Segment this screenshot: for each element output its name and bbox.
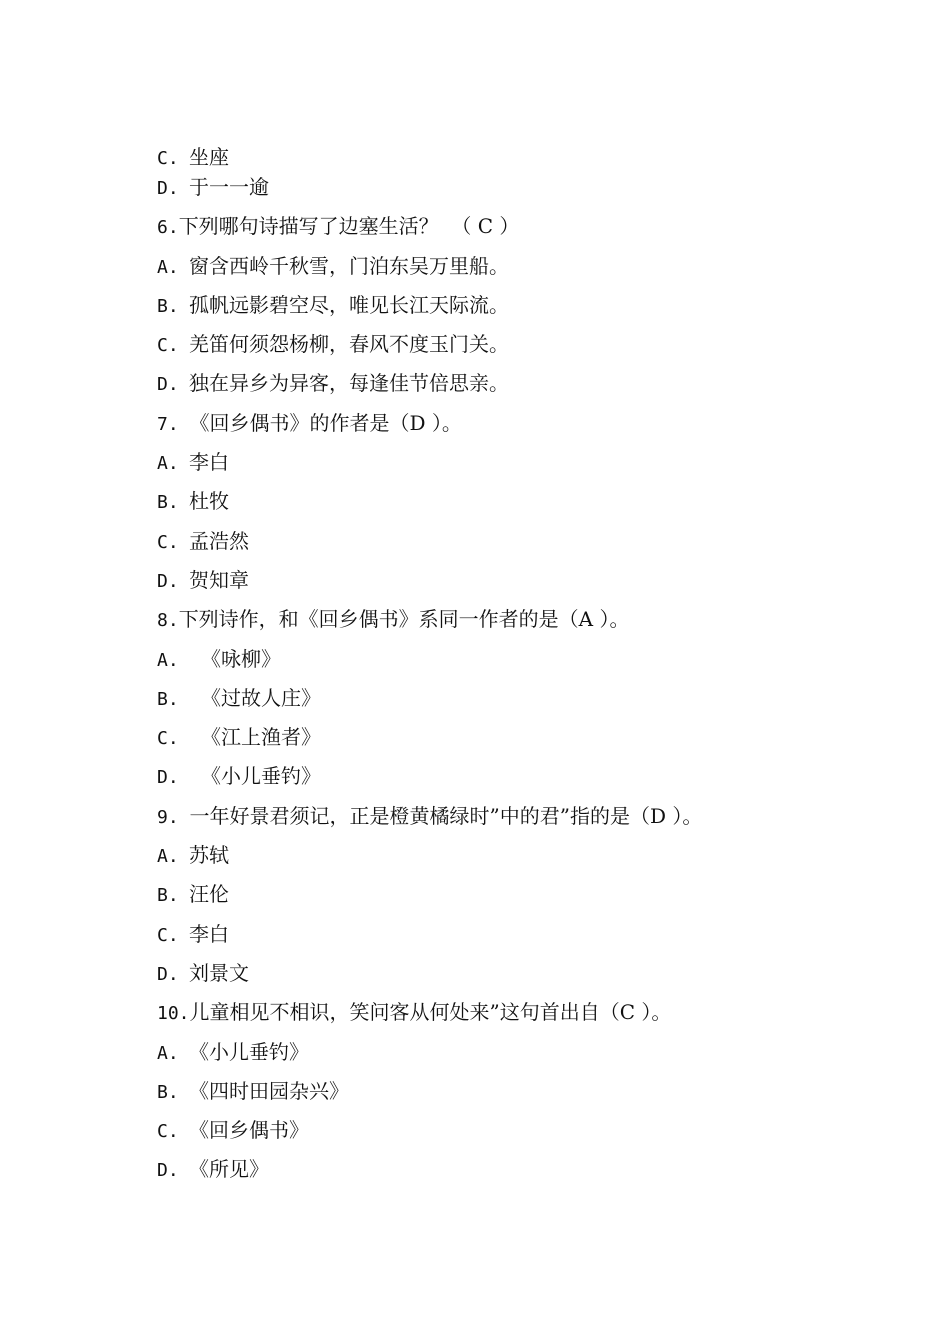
option-text: 孤帆远影碧空尽，唯见长江天际流。: [189, 293, 509, 317]
option-line: [157, 293, 509, 319]
option-text: 于一一逾: [189, 175, 269, 199]
option-text: 《咏柳》: [201, 647, 281, 671]
option-text: 杜牧: [189, 489, 229, 513]
question-line: [157, 607, 630, 633]
question-line: [157, 411, 462, 437]
option-letter: D.: [157, 964, 179, 985]
option-line: [157, 450, 229, 476]
option-line: [157, 332, 509, 358]
question-line: [157, 804, 702, 830]
option-letter: C.: [157, 1121, 179, 1142]
option-line: [157, 529, 249, 555]
option-letter: C.: [157, 925, 179, 946]
option-text: 刘景文: [189, 961, 249, 985]
option-letter: B.: [157, 1082, 179, 1103]
question-number: 6.: [157, 217, 179, 238]
question-number: 10.: [157, 1003, 190, 1024]
option-text: 《过故人庄》: [201, 686, 321, 710]
option-text: 苏轼: [189, 843, 229, 867]
option-letter: A.: [157, 1043, 179, 1064]
option-text: 李白: [189, 450, 229, 474]
option-letter: C.: [157, 728, 179, 749]
option-letter: C.: [157, 335, 179, 356]
option-line: [157, 764, 321, 790]
option-line: [157, 371, 509, 397]
option-line: [157, 1157, 269, 1183]
option-letter: A.: [157, 453, 179, 474]
option-letter: D.: [157, 571, 179, 592]
option-letter: D.: [157, 374, 179, 395]
question-line: [157, 1000, 671, 1026]
question-text: 儿童相见不相识，笑问客从何处来”这句首出自（C ）。: [189, 1000, 672, 1024]
option-text: 李白: [189, 922, 229, 946]
option-text: 《回乡偶书》: [189, 1118, 309, 1142]
option-line: [157, 725, 321, 751]
option-line: [157, 1118, 309, 1144]
question-text: 《回乡偶书》的作者是（D ）。: [189, 411, 462, 435]
option-letter: D.: [157, 767, 179, 788]
question-number: 7.: [157, 414, 190, 435]
option-letter: D.: [157, 1160, 179, 1181]
question-text: 下列诗作，和《回乡偶书》系同一作者的是（A ）。: [178, 607, 630, 631]
option-line: [157, 254, 509, 280]
option-letter: B.: [157, 296, 179, 317]
question-text: 下列哪句诗描写了边塞生活？ （ C ）: [178, 214, 520, 238]
option-line: [157, 843, 229, 869]
option-letter: C.: [157, 532, 179, 553]
option-text: 孟浩然: [189, 529, 249, 553]
option-line: [157, 647, 281, 673]
option-letter: D.: [157, 178, 179, 199]
option-line: [157, 568, 249, 594]
option-text: 《小儿垂钓》: [201, 764, 321, 788]
option-text: 独在异乡为异客，每逢佳节倍思亲。: [189, 371, 509, 395]
option-letter: A.: [157, 257, 179, 278]
option-text: 《所见》: [189, 1157, 269, 1181]
option-line: [157, 1040, 309, 1066]
option-line: [157, 882, 229, 908]
option-line: [157, 489, 229, 515]
option-letter: B.: [157, 885, 179, 906]
option-line: [157, 961, 249, 987]
option-text: 《小儿垂钓》: [189, 1040, 309, 1064]
option-letter: A.: [157, 650, 179, 671]
option-letter: B.: [157, 689, 179, 710]
option-text: 《四时田园杂兴》: [189, 1079, 349, 1103]
option-text: 《江上渔者》: [201, 725, 321, 749]
question-number: 8.: [157, 610, 179, 631]
option-line: [157, 175, 269, 201]
question-text: 一年好景君须记，正是橙黄橘绿时”中的君”指的是（D ）。: [189, 804, 703, 828]
question-number: 9.: [157, 807, 190, 828]
option-line: [157, 922, 229, 948]
option-text: 汪伦: [189, 882, 229, 906]
option-line: [157, 145, 229, 171]
option-letter: A.: [157, 846, 179, 867]
option-text: 窗含西岭千秋雪，门泊东吴万里船。: [189, 254, 509, 278]
question-line: [157, 214, 519, 240]
option-line: [157, 686, 321, 712]
option-text: 坐座: [189, 145, 229, 169]
option-letter: B.: [157, 492, 179, 513]
option-text: 羌笛何须怨杨柳，春风不度玉门关。: [189, 332, 509, 356]
option-line: [157, 1079, 349, 1105]
option-letter: C.: [157, 148, 179, 169]
option-text: 贺知章: [189, 568, 249, 592]
